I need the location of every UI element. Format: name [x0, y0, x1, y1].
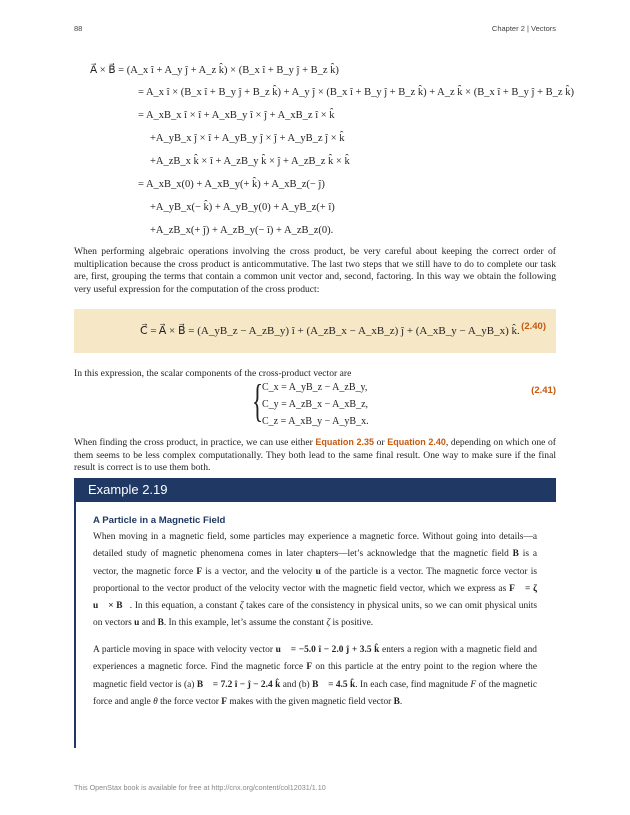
equation-number-2-41: (2.41)	[531, 385, 556, 396]
ex-p1-text-h: . In this example, let’s assume the constant	[163, 618, 327, 629]
example-title: Example 2.19	[88, 482, 168, 497]
ex-p2-text-f: of the magnetic force and angle	[93, 679, 538, 707]
force-equation: F⃗ = ζ u⃗ × B⃗	[93, 583, 538, 612]
derivation-line-4: +A_yB_x ĵ × î + A_yB_y ĵ × ĵ + A_yB_z ĵ × k̂	[150, 133, 345, 144]
derivation-line-8: +A_zB_x(+ ĵ) + A_zB_y(− î) + A_zB_z(0).	[150, 225, 334, 236]
page-number: 88	[74, 24, 83, 33]
footer-note: This OpenStax book is available for free at http://cnx.org/content/col12031/1.10	[74, 783, 326, 792]
example-title-bar	[74, 478, 556, 502]
vector-f-3: F	[221, 696, 227, 707]
ex-p1-text-g: and	[139, 618, 158, 629]
ex-p1-text-a: When moving in a magnetic field, some particles may experience a magnetic force. Without going into details—a detailed study of magnetic phenomena comes in later chapters—let’s acknowledge that the magnetic field	[93, 532, 537, 560]
field-equation-a: B⃗ = 7.2 î − ĵ − 2.4 k̂	[196, 679, 281, 690]
ex-p1-text-b: is a vector, the magnetic force	[93, 549, 537, 577]
vector-u: u	[315, 566, 321, 577]
vector-b: B	[512, 549, 519, 560]
vector-f-2: F	[306, 662, 313, 673]
ex-p2-text-d: and (b)	[280, 679, 313, 690]
brace-symbol: {	[252, 375, 264, 426]
example-paragraph-2	[93, 642, 537, 711]
ex-p1-text-c: is a vector, and the velocity	[202, 566, 316, 577]
ex-p1-text-d: of the particle is a vector. The magnetic force vector is proportional to the vector product of the velocity vector with the magnetic field vector, which we express as	[93, 566, 537, 594]
equation-number-2-40: (2.40)	[521, 321, 546, 332]
vector-b-2: B	[157, 618, 164, 629]
equation-2-40: C⃗ = A⃗ × B⃗ = (A_yB_z − A_zB_y) î + (A_zB_x − A_xB_z) ĵ + (A_xB_y − A_yB_x) k̂.	[140, 325, 520, 337]
example-paragraph-1	[93, 529, 537, 633]
para3-text-end: , depending on which one of them seems to be less complex computationally. They both lead to the same final result. One way to make sure if the final result is correct is to use them both.	[74, 437, 556, 473]
paragraph-cross-product-order: When performing algebraic operations involving the cross product, be very careful about keeping the correct order of multiplication because the cross product is anticommutative. The last two steps that we still have to do to complete our task are, first, grouping the terms that contain a common unit vector and, second, factoring. In this way we obtain the following very useful expression for the computation of the cross product:	[74, 246, 556, 295]
ex-p1-text-i: is positive.	[330, 618, 374, 629]
paragraph-equation-choice	[74, 436, 556, 475]
vector-b-3: B	[393, 696, 400, 707]
link-equation-2-35[interactable]: Equation 2.35	[315, 437, 375, 447]
running-header: Chapter 2 | Vectors	[491, 24, 556, 33]
ex-p2-text-c: on this particle at the entry point to the region where the magnetic field vector is (a)	[93, 662, 537, 690]
derivation-line-6: = A_xB_x(0) + A_xB_y(+ k̂) + A_xB_z(− ĵ)	[138, 179, 325, 190]
vector-f: F	[196, 566, 203, 577]
ex-p2-text-end: .	[399, 696, 403, 707]
derivation-line-1: A⃗ × B⃗ = (A_x î + A_y ĵ + A_z k̂) × (B_x î + B_y ĵ + B_z k̂)	[90, 65, 339, 76]
ex-p2-text-h: makes with the given magnetic field vector	[226, 696, 394, 707]
velocity-equation: u⃗ = −5.0 î − 2.0 ĵ + 3.5 k̂	[275, 645, 380, 655]
example-side-rule	[74, 502, 76, 748]
para3-text-mid: or	[374, 437, 388, 448]
derivation-line-3: = A_xB_x î × î + A_xB_y î × ĵ + A_xB_z î × k̂	[138, 110, 335, 121]
ex-p2-text-g: the force vector	[157, 696, 222, 707]
para3-text-start: When finding the cross product, in practice, we can use either	[74, 437, 316, 448]
equation-cy: C_y = A_zB_x − A_xB_z,	[262, 399, 369, 410]
derivation-line-5: +A_zB_x k̂ × î + A_zB_y k̂ × ĵ + A_zB_z k̂ × k̂	[150, 156, 350, 167]
link-equation-2-40[interactable]: Equation 2.40	[387, 437, 446, 447]
field-equation-b: B⃗ = 4.5 k̂	[312, 679, 356, 690]
ex-p1-text-f: takes care of the consistency in physical units, so we can omit physical units on vectors	[93, 601, 537, 629]
ex-p2-text-b: enters a region with a magnetic field and experiences a magnetic force. Find the magnetic force	[93, 645, 537, 673]
ex-p2-text-a: A particle moving in space with velocity vector	[93, 645, 276, 655]
vector-u-2: u	[134, 618, 140, 629]
ex-p1-text-e: . In this equation, a constant	[129, 601, 240, 612]
derivation-line-2: = A_x î × (B_x î + B_y ĵ + B_z k̂) + A_y ĵ × (B_x î + B_y ĵ + B_z k̂) + A_z k̂ × (B_x î + B_y ĵ + B_z k̂)	[138, 87, 574, 98]
zeta-symbol-2: ζ	[326, 618, 331, 629]
example-heading: A Particle in a Magnetic Field	[93, 515, 226, 526]
theta-symbol: θ	[153, 696, 158, 707]
equation-cx: C_x = A_yB_z − A_zB_y,	[262, 382, 368, 393]
equation-cz: C_z = A_xB_y − A_yB_x.	[262, 416, 369, 427]
magnitude-f: F	[470, 679, 477, 690]
paragraph-scalar-components: In this expression, the scalar components of the cross-product vector are	[74, 368, 352, 379]
zeta-symbol: ζ	[239, 601, 244, 612]
equation-box-2-40	[74, 309, 556, 353]
ex-p2-text-e: . In each case, find magnitude	[355, 679, 471, 690]
derivation-line-7: +A_yB_x(− k̂) + A_yB_y(0) + A_yB_z(+ î)	[150, 202, 335, 213]
